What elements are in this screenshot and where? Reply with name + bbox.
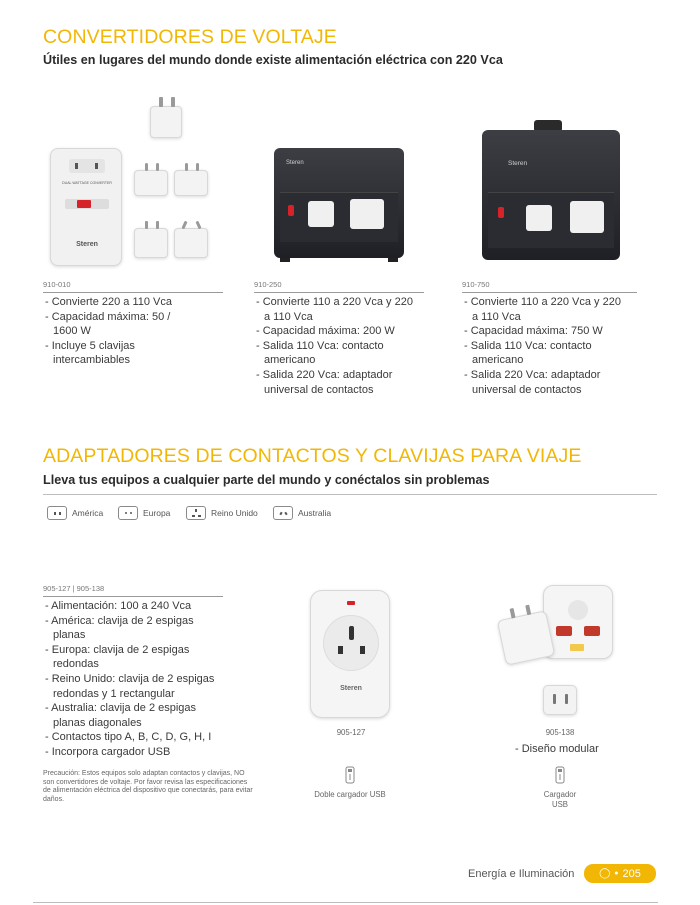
spec-item: - Convierte 110 a 220 Vca y 220 a 110 Vca: [254, 295, 419, 324]
adapter-body: [310, 590, 390, 718]
outlet-universal: [570, 201, 604, 233]
spec-item: - Alimentación: 100 a 240 Vca: [43, 599, 223, 614]
product-image-910-250: [268, 140, 410, 268]
product-specs-910-750: [462, 295, 627, 397]
product-specs-910-010: [43, 295, 193, 368]
spec-item: - Incorpora cargador USB: [43, 745, 223, 760]
adapter-module-plug: [497, 610, 555, 665]
spec-item: - Convierte 220 a 110 Vca: [43, 295, 193, 310]
page-number-badge: ◯ ● 205: [584, 864, 656, 883]
footer-rule: [33, 902, 658, 903]
product-code: 905-127: [336, 728, 366, 737]
usb-icon: [341, 766, 359, 786]
brand-logo: Steren: [508, 160, 528, 167]
product-specs-910-250: [254, 295, 419, 397]
product-code: 910-010: [43, 280, 71, 289]
divider: [43, 494, 657, 495]
modular-note: - Diseño modular: [515, 743, 599, 755]
page-number: 205: [622, 867, 641, 880]
plug-uk-icon: [186, 506, 206, 520]
divider: [43, 596, 223, 597]
usb-icon: [551, 766, 569, 786]
adapter-module-small: [543, 685, 577, 715]
section-title-adapters: ADAPTADORES DE CONTACTOS Y CLAVIJAS PARA VIAJE: [43, 445, 582, 467]
feature-double-usb: Doble cargador USB: [314, 790, 386, 799]
spec-item: - Europa: clavija de 2 espigas redondas: [43, 643, 223, 672]
product-image-910-750: [472, 120, 632, 270]
adapter-specs: [43, 599, 223, 760]
adapter-europe-1: [134, 170, 168, 196]
spec-item: - Capacidad máxima: 200 W: [254, 324, 419, 339]
product-code: 905-138: [545, 728, 575, 737]
universal-socket: [323, 615, 379, 671]
spec-item: - Capacidad máxima: 750 W: [462, 324, 627, 339]
feature-usb-charger: Cargador USB: [543, 790, 577, 809]
spec-item: - Incluye 5 clavijas intercambiables: [43, 339, 193, 368]
spec-item: - Salida 220 Vca: adaptador universal de contactos: [254, 368, 419, 397]
transformer-body: [274, 148, 404, 258]
power-switch: [498, 207, 504, 218]
product-code: 910-250: [254, 280, 282, 289]
caution-note: Precaución: Estos equipos solo adaptan contactos y clavijas, NO son convertidores de voltaje. Por favor revisa las especificaciones de alimentación eléctrica del dispositivo que conectarás, para evitar daños.: [43, 770, 253, 803]
spec-item: - Salida 110 Vca: contacto americano: [254, 339, 419, 368]
product-code: 905-127 | 905-138: [43, 584, 105, 593]
spec-item: - Salida 110 Vca: contacto americano: [462, 339, 627, 368]
spec-item: - Reino Unido: clavija de 2 espigas redondas y 1 rectangular: [43, 672, 223, 701]
outlet-110: [526, 205, 552, 231]
transformer-body: [482, 130, 620, 260]
converter-label: DUAL WATTAGE CONVERTER: [62, 181, 112, 185]
outlet-universal: [350, 199, 384, 229]
section-title-converters: CONVERTIDORES DE VOLTAJE: [43, 26, 337, 48]
brand-logo: Steren: [286, 160, 304, 166]
product-image-905-138: [495, 585, 625, 725]
spec-item: - Convierte 110 a 220 Vca y 220 a 110 Vca: [462, 295, 627, 324]
product-image-910-010: [42, 92, 222, 272]
section-subtitle-adapters: Lleva tus equipos a cualquier parte del mundo y conéctalos sin problemas: [43, 473, 490, 487]
footer-category: Energía e Iluminación: [468, 868, 575, 880]
brand-logo: Steren: [340, 685, 362, 692]
adapter-america: [134, 228, 168, 258]
spec-item: - Capacidad máxima: 50 / 1600 W: [43, 310, 193, 339]
spec-item: - Australia: clavija de 2 espigas planas diagonales: [43, 701, 223, 730]
product-code: 910-750: [462, 280, 490, 289]
legend-america: América: [47, 506, 103, 520]
section-subtitle-converters: Útiles en lugares del mundo donde existe alimentación eléctrica con 220 Vca: [43, 53, 503, 67]
divider: [254, 292, 424, 293]
spec-item: - Contactos tipo A, B, C, D, G, H, I: [43, 730, 223, 745]
brand-logo: Steren: [76, 241, 98, 248]
spec-item: - América: clavija de 2 espigas planas: [43, 614, 223, 643]
adapter-europe-2: [174, 170, 208, 196]
power-switch: [288, 205, 294, 216]
divider: [462, 292, 637, 293]
legend-europe: Europa: [118, 506, 170, 520]
divider: [43, 292, 223, 293]
outlet-110: [308, 201, 334, 227]
spec-item: - Salida 220 Vca: adaptador universal de contactos: [462, 368, 627, 397]
plug-australia-icon: [273, 506, 293, 520]
adapter-uk: [150, 106, 182, 138]
legend-uk: Reino Unido: [186, 506, 258, 520]
plug-europe-icon: [118, 506, 138, 520]
product-image-905-127: [310, 590, 392, 720]
converter-body: [50, 148, 122, 266]
lightbulb-icon: ◯: [599, 868, 611, 879]
adapter-australia: [174, 228, 208, 258]
legend-australia: Australia: [273, 506, 331, 520]
plug-america-icon: [47, 506, 67, 520]
usb-port: [570, 644, 584, 651]
